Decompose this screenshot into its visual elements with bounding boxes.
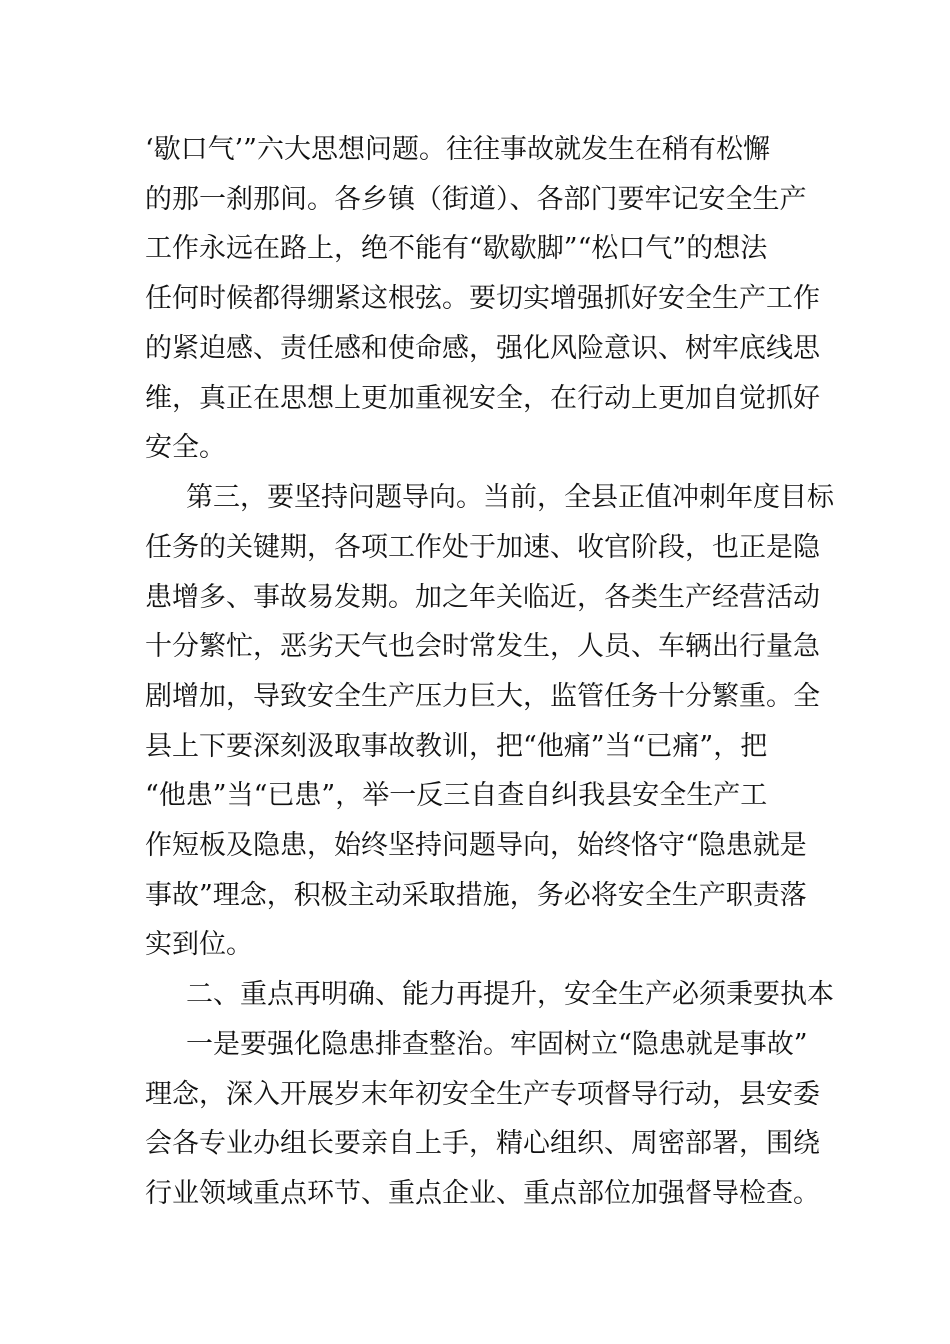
text-line: 实到位。 <box>145 929 253 960</box>
text-line: “他患”当“已患”，举一反三自查自纠我县安全生产工 <box>145 780 768 811</box>
section-heading: 二、重点再明确、能力再提升，安全生产必须秉要执本 <box>186 979 834 1010</box>
text-line: 会各专业办组长要亲自上手，精心组织、周密部署，围绕 <box>145 1128 820 1159</box>
text-line: 维，真正在思想上更加重视安全，在行动上更加自觉抓好 <box>145 383 820 414</box>
text-line: 任务的关键期，各项工作处于加速、收官阶段，也正是隐 <box>145 532 820 563</box>
text-line: 行业领域重点环节、重点企业、重点部位加强督导检查。 <box>145 1178 820 1209</box>
text-line: 的那一刹那间。各乡镇（街道）、各部门要牢记安全生产 <box>145 184 807 215</box>
text-line: 理念，深入开展岁末年初安全生产专项督导行动，县安委 <box>145 1079 820 1110</box>
text-line: 安全。 <box>145 432 226 463</box>
paragraph-start-line: 一是要强化隐患排查整治。牢固树立“隐患就是事故” <box>186 1029 808 1060</box>
text-line: 县上下要深刻汲取事故教训，把“他痛”当“已痛”，把 <box>145 731 768 762</box>
text-line: 事故”理念，积极主动采取措施，务必将安全生产职责落 <box>145 880 807 911</box>
text-line: 工作永远在路上，绝不能有“歇歇脚”“松口气”的想法 <box>145 233 768 264</box>
text-line: 作短板及隐患，始终坚持问题导向，始终恪守“隐患就是 <box>145 830 807 861</box>
text-line: 剧增加，导致安全生产压力巨大，监管任务十分繁重。全 <box>145 681 820 712</box>
text-line: ‘歇口气’”六大思想问题。往往事故就发生在稍有松懈 <box>145 134 770 165</box>
text-line: 的紧迫感、责任感和使命感，强化风险意识、树牢底线思 <box>145 333 820 364</box>
text-line: 十分繁忙，恶劣天气也会时常发生，人员、车辆出行量急 <box>145 631 820 662</box>
text-line: 患增多、事故易发期。加之年关临近，各类生产经营活动 <box>145 582 820 613</box>
text-line: 任何时候都得绷紧这根弦。要切实增强抓好安全生产工作 <box>145 283 820 314</box>
paragraph-start-line: 第三，要坚持问题导向。当前，全县正值冲刺年度目标 <box>186 482 834 513</box>
